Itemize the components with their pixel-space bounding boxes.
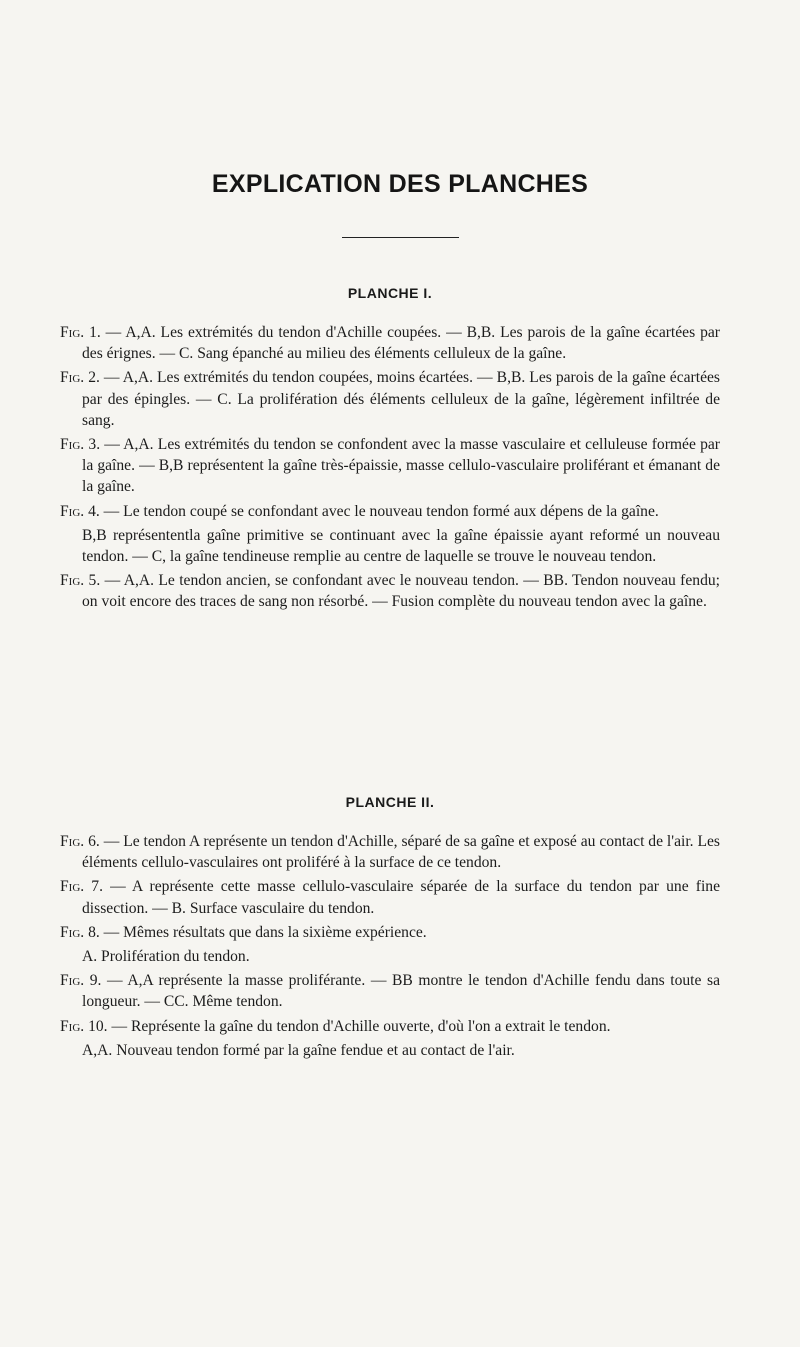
fig-10-text: — Représente la gaîne du tendon d'Achille ouverte, d'où l'on a extrait le tendon. [107, 1017, 611, 1035]
fig-7-text: — A représente cette masse cellulo-vasculaire séparée de la surface du tendon par une fine dissection. — B. Surface vasculaire du tendon. [82, 878, 720, 917]
fig-4-text: — Le tendon coupé se confondant avec le nouveau tendon formé aux dépens de la gaîne. [99, 502, 659, 520]
fig-4-label: Fig. 4. [60, 502, 100, 520]
fig-3-entry [60, 434, 720, 498]
fig-4-continuation: B,B représententla gaîne primitive se continuant avec la gaîne épaissie ayant reformé un nouveau tendon. — C, la gaîne tendineuse remplie au centre de laquelle se trouve le nouveau tendon. [82, 526, 720, 566]
planche-2-heading: PLANCHE II. [345, 794, 435, 810]
fig-6-label: Fig. 6. [60, 833, 100, 850]
fig-10-label: Fig. 10. [60, 1017, 108, 1035]
fig-7-label: Fig. 7. [60, 878, 104, 896]
fig-2-label: Fig. 2. [60, 369, 100, 387]
fig-5-label: Fig. 5. [60, 572, 101, 590]
planche-1-section [60, 285, 720, 616]
fig-6-text: — Le tendon A représente un tendon d'Achille, séparé de sa gaîne et exposé au contact de l'air. Les éléments cellulo-vasculaires ont proliféré à la surface de ce tendon. [82, 833, 720, 872]
fig-5-entry [60, 570, 720, 612]
page-title: EXPLICATION DES PLANCHES [211, 170, 589, 198]
fig-9-entry [60, 970, 720, 1012]
fig-3-label: Fig. 3. [60, 436, 101, 454]
fig-10-entry [60, 1016, 720, 1037]
fig-5-text: — A,A. Le tendon ancien, se confondant avec le nouveau tendon. — BB. Tendon nouveau fendu; on voit encore des traces de sang non résorbé. — Fusion complète du nouveau tendon avec la gaîne. [82, 572, 720, 611]
fig-3-text: — A,A. Les extrémités du tendon se confondent avec la masse vasculaire et celluleuse formée par la gaîne. — B,B représentent la gaîne très-épaissie, masse cellulo-vasculaire proliférant et émanant de la gaîne. [82, 436, 720, 496]
fig-8-entry [60, 922, 720, 943]
fig-1-text: — A,A. Les extrémités du tendon d'Achille coupées. — B,B. Les parois de la gaîne écartées par des érignes. — C. Sang épanché au milieu des éléments celluleux de la gaîne. [82, 324, 720, 363]
fig-9-text: — A,A représente la masse proliférante. — BB montre le tendon d'Achille fendu dans toute sa longueur. — CC. Même tendon. [82, 972, 720, 1011]
fig-8-text: — Mêmes résultats que dans la sixième expérience. [99, 923, 427, 941]
planche-1-heading: PLANCHE I. [347, 285, 433, 301]
fig-9-label: Fig. 9. [60, 972, 102, 990]
fig-7-entry [60, 876, 720, 918]
fig-10-continuation: A,A. Nouveau tendon formé par la gaîne fendue et au contact de l'air. [82, 1041, 515, 1059]
fig-1-entry [60, 322, 720, 364]
planche-1-entries [60, 322, 720, 613]
fig-1-label: Fig. 1. [60, 324, 101, 341]
fig-8-label: Fig. 8. [60, 923, 100, 941]
fig-4-entry [60, 501, 720, 522]
title-divider [342, 237, 459, 238]
fig-2-entry [60, 367, 720, 431]
planche-2-entries [60, 831, 720, 1061]
fig-2-text: — A,A. Les extrémités du tendon coupées, moins écartées. — B,B. Les parois de la gaîne écartées par des épingles. — C. La prolifération dés éléments celluleux de la gaîne, légèrement infiltrée de sang. [82, 369, 720, 429]
fig-6-entry [60, 831, 720, 873]
planche-2-section [60, 794, 720, 1064]
fig-8-continuation: A. Prolifération du tendon. [82, 948, 250, 966]
